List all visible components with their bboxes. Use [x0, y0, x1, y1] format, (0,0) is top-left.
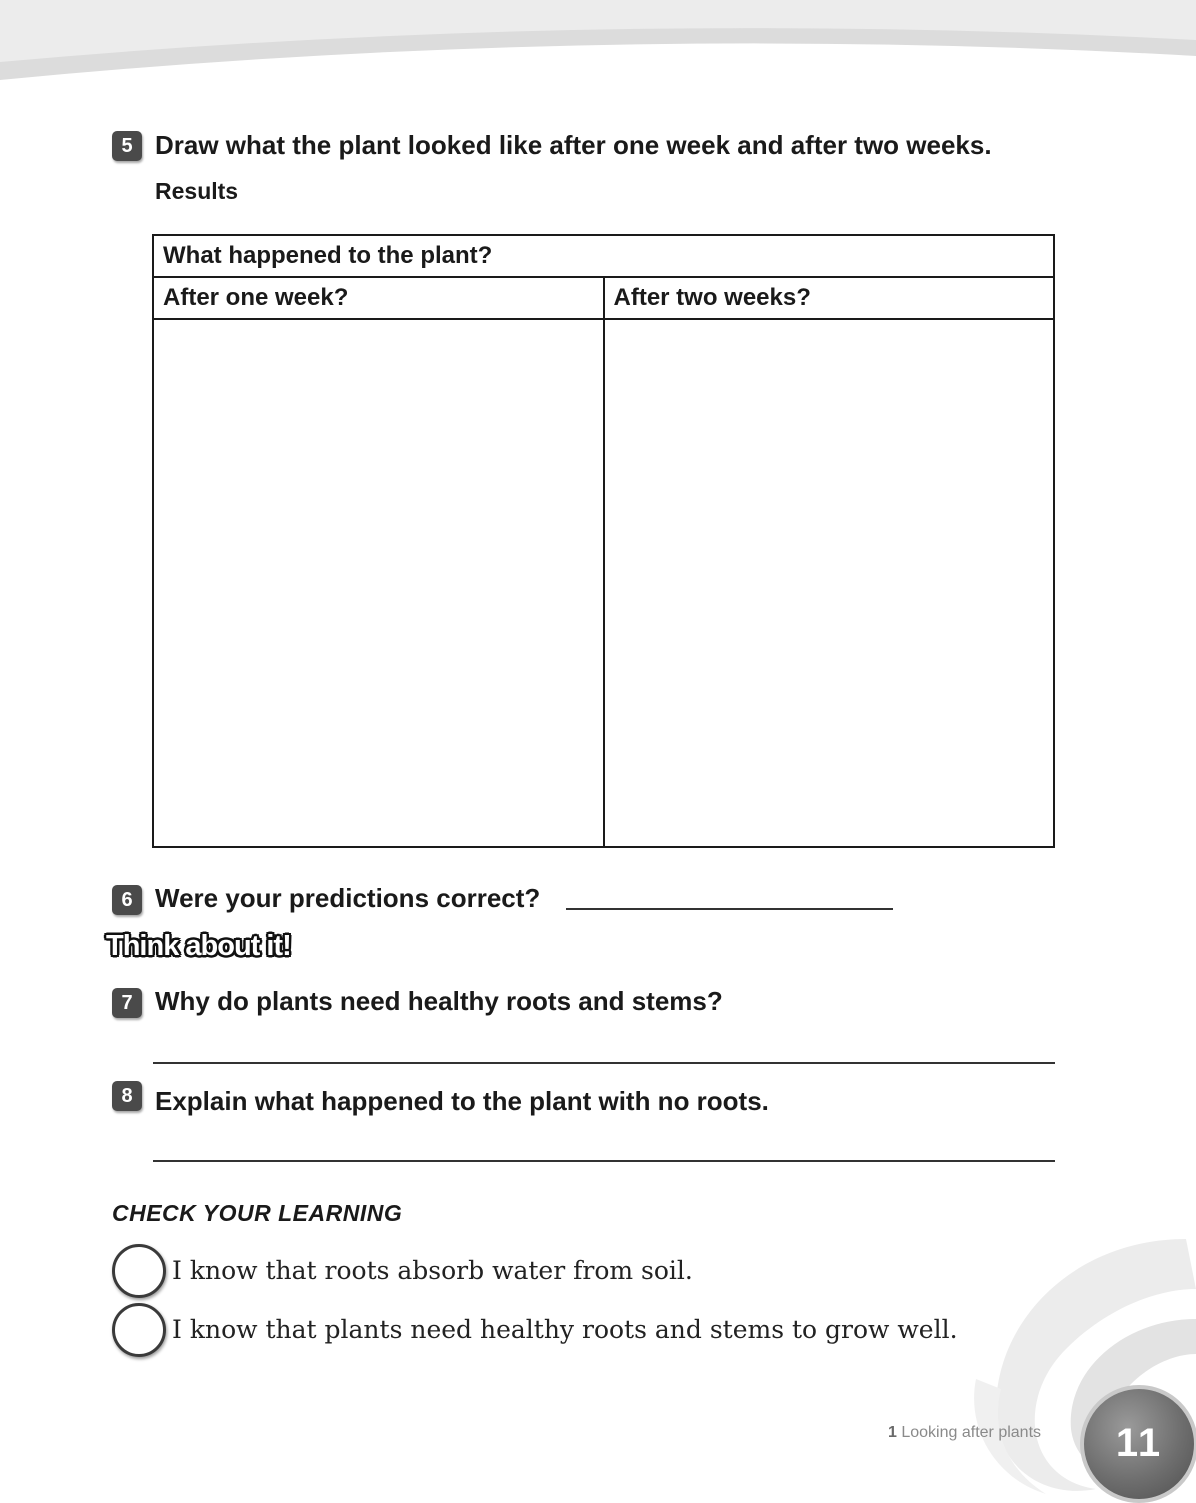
page-number-badge: 11	[1080, 1385, 1196, 1503]
results-table	[152, 234, 1055, 848]
question-number-7: 7	[112, 988, 142, 1018]
results-table-title: What happened to the plant?	[153, 235, 1054, 277]
drawing-area-one-week[interactable]	[153, 319, 604, 847]
answer-line-question-8[interactable]	[153, 1160, 1055, 1162]
checkbox-circle-healthy-roots-stems[interactable]	[112, 1303, 166, 1357]
check-your-learning-heading: CHECK YOUR LEARNING	[112, 1200, 403, 1226]
question-number-5: 5	[112, 131, 142, 161]
column-after-one-week: After one week?	[153, 277, 604, 319]
question-5-text: Draw what the plant looked like after one week and after two weeks.	[155, 130, 992, 160]
footer-chapter-number: 1	[888, 1424, 897, 1441]
checkbox-circle-roots-absorb-water[interactable]	[112, 1244, 166, 1298]
check-item-roots-absorb-water: I know that roots absorb water from soil.	[172, 1256, 693, 1285]
answer-line-question-7[interactable]	[153, 1062, 1055, 1064]
footer-chapter-title: Looking after plants	[901, 1424, 1042, 1441]
question-6-text: Were your predictions correct?	[155, 883, 541, 913]
results-heading: Results	[155, 178, 239, 204]
question-number-6: 6	[112, 885, 142, 915]
question-7-text: Why do plants need healthy roots and stems?	[155, 986, 723, 1016]
drawing-area-two-weeks[interactable]	[604, 319, 1055, 847]
footer-chapter	[888, 1424, 1041, 1442]
question-number-8: 8	[112, 1081, 142, 1111]
check-item-healthy-roots-stems: I know that plants need healthy roots and stems to grow well.	[172, 1315, 958, 1344]
column-after-two-weeks: After two weeks?	[604, 277, 1055, 319]
question-8-text: Explain what happened to the plant with no roots.	[155, 1086, 769, 1116]
page-top-band	[0, 0, 1196, 90]
answer-line-question-6[interactable]	[566, 908, 893, 910]
think-about-it-heading: Think about it!	[106, 930, 291, 962]
